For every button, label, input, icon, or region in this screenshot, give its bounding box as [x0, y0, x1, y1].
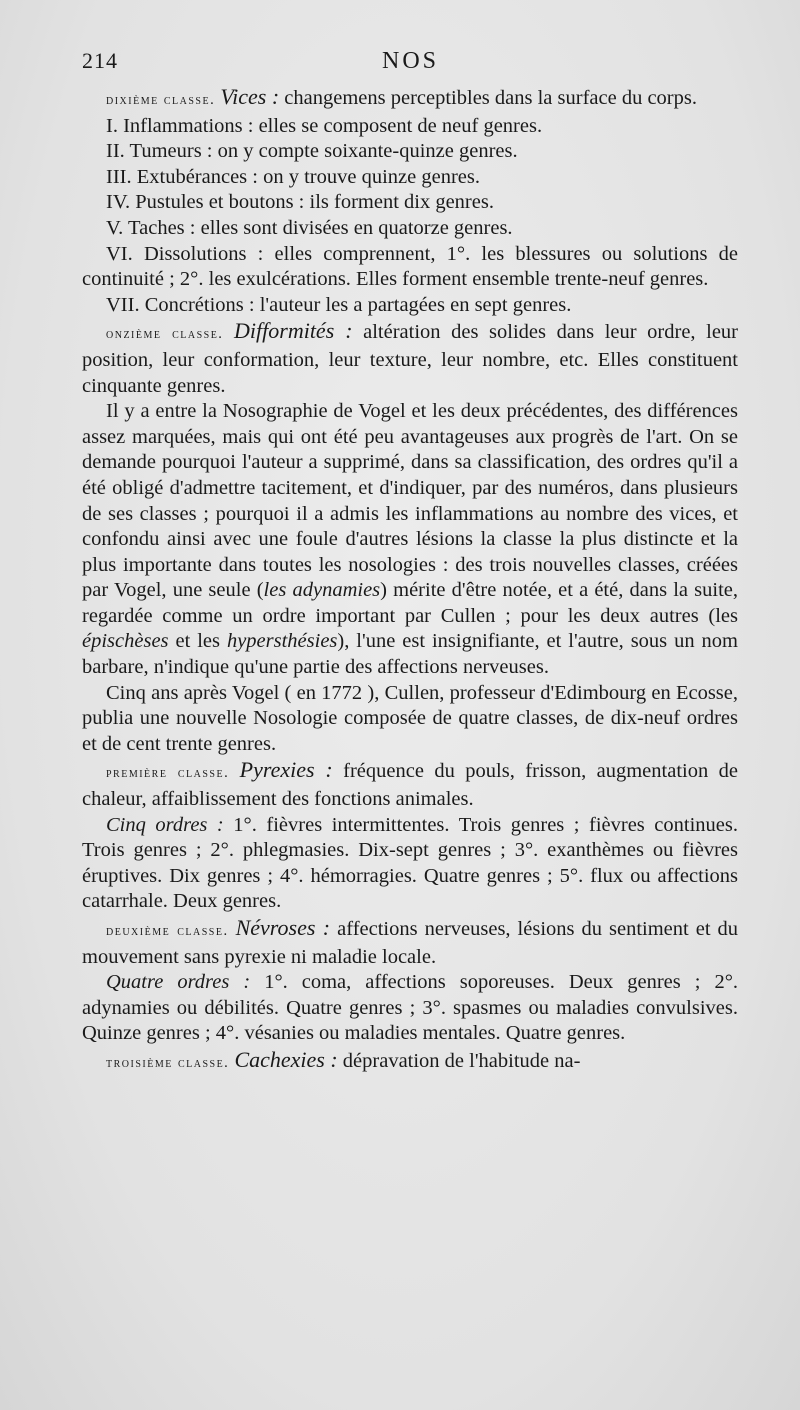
list-item: I. Inflammations : elles se composent de neuf genres.: [106, 114, 543, 137]
page-number: 214: [82, 48, 118, 73]
body-text: [82, 84, 738, 1077]
italic-term: épischèses: [82, 630, 169, 653]
list-item: VII. Concrétions : l'auteur les a partagées en sept genres.: [106, 293, 572, 316]
class-title: Névroses :: [235, 915, 331, 940]
class-title: Vices :: [220, 84, 280, 109]
deuxieme-classe-paragraph: [82, 915, 738, 970]
class-label: dixième classe.: [106, 92, 216, 108]
class-label: deuxième classe.: [106, 923, 229, 939]
orders-title: Quatre ordres :: [106, 971, 251, 994]
italic-term: les adynamies: [263, 579, 381, 602]
page-header: [82, 48, 760, 82]
class-text: changemens perceptibles dans la surface du corps.: [284, 87, 697, 109]
orders-text: 1°. coma, affections soporeuses. Deux genres ; 2°. adynamies ou débilités. Quatre genres ; 3°. spasmes ou maladies convulsives. Quinze genres ; 4°. vésanies ou maladies mentales. Quatre genres.: [82, 971, 739, 1045]
dixieme-classe-paragraph: [82, 84, 738, 114]
running-head: NOS: [382, 48, 440, 74]
orders-text: 1°. fièvres intermittentes. Trois genres ; fièvres continues. Trois genres ; 2°. phlegmasies. Dix-sept genres ; 3°. exanthèmes ou fièvres éruptives. Dix genres ; 4°. hémorragies. Quatre genres ; 5°. flux ou affections catarrhale. Deux genres.: [82, 813, 738, 913]
class-label: troisième classe.: [106, 1054, 230, 1071]
italic-term: hypersthésies: [226, 630, 338, 653]
class-text: dépravation de l'habitude na-: [342, 1049, 581, 1072]
premiere-classe-paragraph: [82, 757, 738, 812]
class-text: affections nerveuses, lésions du sentiment et du mouvement sans pyrexie ni maladie locale.: [82, 918, 739, 968]
paragraph-text: ), l'une est insignifiante, et l'autre, sous un nom barbare, n'indique qu'une partie des affections nerveuses.: [82, 630, 738, 679]
list-item: VI. Dissolutions : elles comprennent, 1°. les blessures ou solutions de continuité ; 2°. les exulcérations. Elles forment ensemble trente-neuf genres.: [82, 242, 738, 291]
cullen-paragraph: Cinq ans après Vogel ( en 1772 ), Cullen, professeur d'Edimbourg en Ecosse, publia une nouvelle Nosologie composée de quatre classes, de dix-neuf ordres et de cent trente genres.: [82, 681, 738, 755]
list-item: V. Taches : elles sont divisées en quatorze genres.: [106, 216, 513, 239]
class-label: onzième classe.: [106, 326, 224, 343]
class-text: fréquence du pouls, frisson, augmentation de chaleur, affaiblissement des fonctions animales.: [82, 760, 738, 811]
list-item: IV. Pustules et boutons : ils forment dix genres.: [106, 191, 494, 214]
class-title: Pyrexies :: [239, 757, 333, 783]
class-text: altération des solides dans leur ordre, leur position, leur conformation, leur texture, leur nombre, etc. Elles constituent cinquante genres.: [82, 321, 739, 397]
paragraph-text: et les: [168, 630, 227, 653]
list-item: III. Extubérances : on y trouve quinze genres.: [106, 165, 480, 188]
orders-title: Cinq ordres :: [106, 813, 224, 836]
paragraph-text: Il y a entre la Nosographie de Vogel et les deux précédentes, des différences assez marquées, mais qui ont été peu avantageuses aux progrès de l'art. On se demande pourquoi l'auteur a supprimé, dans sa classification, des ordres qu'il a été obligé d'admettre tacitement, et d'indiquer, par des numéros, dans plusieurs de ses classes ; pourquoi il a admis les inflammations au nombre des vices, et confondu ainsi avec une foule d'autres lésions la classe la plus distincte et la plus importante dans toutes les nosologies : des trois nouvelles classes, créées par Vogel, une seule (: [82, 400, 738, 602]
paragraph-text: ) mérite d'être notée, et a été, dans la suite, regardée comme un ordre important par Cullen ; pour les deux autres (les: [82, 579, 739, 627]
class-label: première classe.: [106, 765, 230, 782]
list-item: II. Tumeurs : on y compte soixante-quinze genres.: [106, 140, 518, 163]
onzieme-classe-paragraph: [82, 318, 738, 399]
premiere-orders-paragraph: [82, 813, 738, 915]
class-title: Difformités :: [234, 318, 353, 344]
class-title: Cachexies :: [234, 1046, 338, 1072]
troisieme-classe-paragraph: [82, 1047, 738, 1077]
vogel-paragraph: [82, 399, 738, 681]
deuxieme-orders-paragraph: [82, 970, 738, 1047]
